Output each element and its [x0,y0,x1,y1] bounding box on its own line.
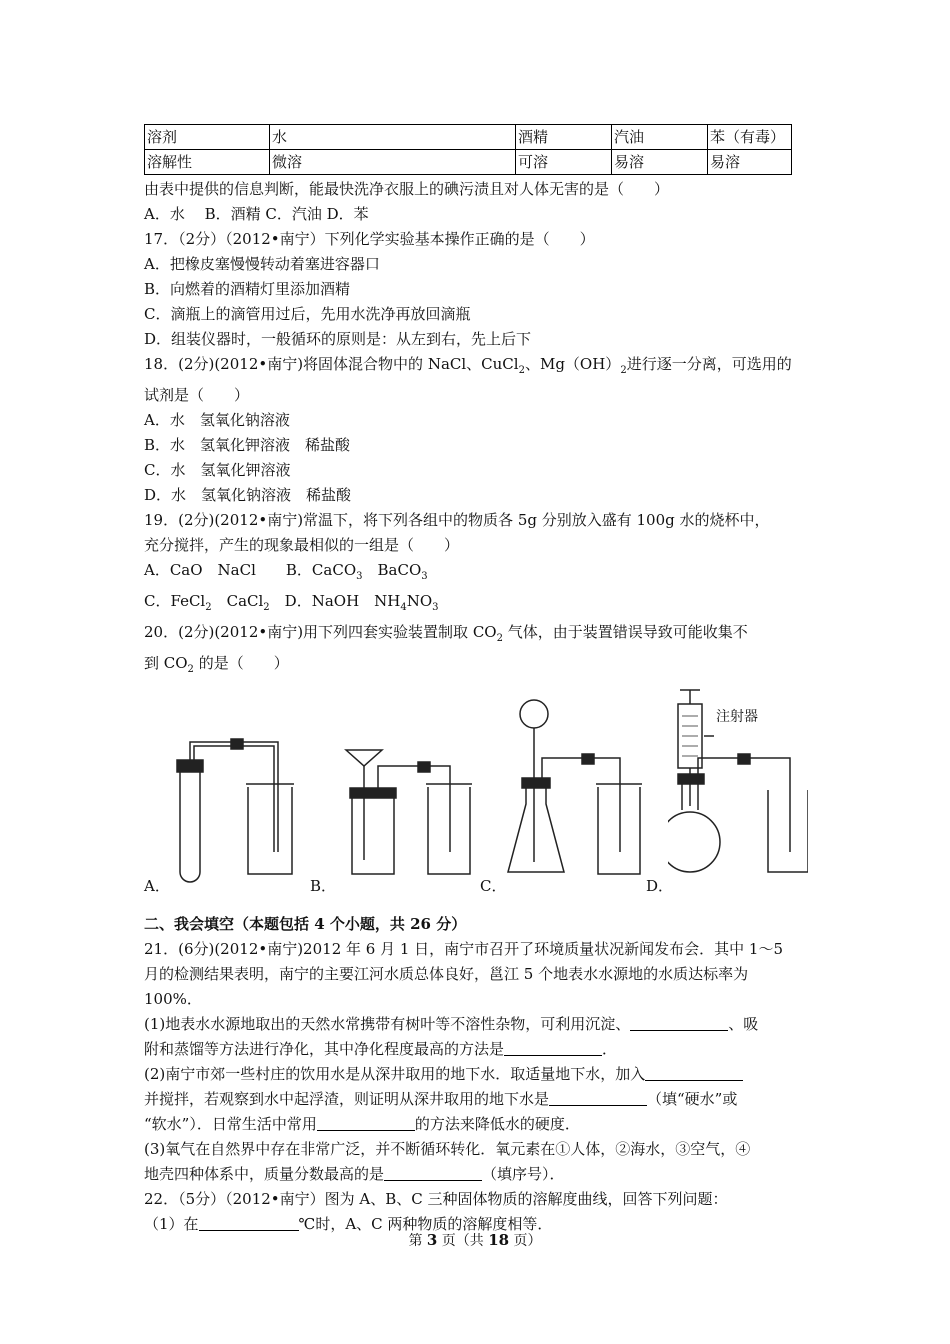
q19-stem-2: 充分搅拌，产生的现象最相似的一组是（ ） [144,536,460,554]
page-footer: 第 3 页（共 18 页） [408,1231,542,1249]
q21-part-2-cont2: “软水”）．日常生活中常用 的方法来降低水的硬度． [144,1115,580,1133]
q21-part-3-cont: 地壳四种体系中，质量分数最高的是 （填序号）． [144,1165,565,1183]
table-cell: 酒精 [516,125,612,150]
syringe-label: 注射器 [716,709,758,725]
q17-stem: 17．（2分）（2012•南宁）下列化学实验基本操作正确的是（ ） [144,230,595,248]
q22-part-1: （1）在 ℃时，A、C 两种物质的溶解度相等． [144,1215,553,1233]
table-cell: 易溶 [612,150,708,175]
q16-stem: 由表中提供的信息判断，能最快洗净衣服上的碘污渍且对人体无害的是（ ） [144,180,670,198]
figure-label-a: A． [144,877,170,895]
q21-part-1: (1)地表水水源地取出的天然水常携带有树叶等不溶性杂物，可利用沉淀、 、吸 [144,1015,759,1033]
apparatus-figures [144,686,809,896]
q20-stem: 20．(2分)(2012•南宁)用下列四套实验装置制取 $CO_2$ 气体，由于装置错误导致可能收集不 [144,623,748,644]
apparatus-b-diagram [334,732,474,892]
answer-blank[interactable] [645,1064,743,1081]
q21-line-2: 月的检测结果表明，南宁的主要江河水质总体良好，邕江 5 个地表水水源地的水质达标率为 [144,965,749,983]
table-cell: 可溶 [516,150,612,175]
q21-part-2: (2)南宁市郊一些村庄的饮用水是从深井取用的地下水．取适量地下水，加入 [144,1062,809,1087]
q19-options-cd: C．FeCl$_2$ CaCl$_2$ D．NaOH $NH_4NO_3$ [144,592,439,613]
q18-option-a: A．水 氢氧化钠溶液 [144,411,290,429]
table-cell: 汽油 [612,125,708,150]
q21-part-3: (3)氧气在自然界中存在非常广泛，并不断循环转化．氧元素在①人体，②海水，③空气，④ [144,1140,751,1158]
q21-line-1: 21．(6分)(2012•南宁)2012 年 6 月 1 日，南宁市召开了环境质量状况新闻发布会．其中 1～5 [144,940,784,958]
apparatus-a-diagram [166,732,296,892]
solubility-table [144,124,792,175]
q17-option-d: D．组装仪器时，一般循环的原则是：从左到右，先上后下 [144,330,532,348]
q18-stem-2: 试剂是（ ） [144,386,250,404]
q16-options: A．水 B．酒精 C．汽油 D．苯 [144,205,369,223]
answer-blank[interactable] [504,1039,602,1056]
q21-part-2-cont: 并搅拌，若观察到水中起浮渣，则证明从深井取用的地下水是 （填“硬水”或 [144,1090,738,1108]
q18-option-b: B．水 氢氧化钾溶液 稀盐酸 [144,436,351,454]
answer-blank[interactable] [630,1014,728,1031]
answer-blank[interactable] [549,1089,647,1106]
answer-blank[interactable] [199,1214,299,1231]
q18-stem: 18．(2分)(2012•南宁)将固体混合物中的 NaCl、CuCl$_2$、$Mg(OH)_2$进行逐一分离，可选用的 [144,355,792,376]
q21-line-3: 100%． [144,990,202,1008]
figure-label-c: C． [480,877,507,895]
q17-option-c: C．滴瓶上的滴管用过后，先用水洗净再放回滴瓶 [144,305,471,323]
table-cell: 水 [270,125,516,150]
q18-option-c: C．水 氢氧化钾溶液 [144,461,291,479]
figure-label-b: B． [310,877,337,895]
page-total: 18 [488,1231,510,1249]
section-2-title: 二、我会填空（本题包括 4 个小题，共 26 分） [144,915,467,933]
q20-stem-2: 到 $CO_2$ 的是（ ） [144,654,289,675]
table-cell: 微溶 [270,150,516,175]
table-row [145,125,792,150]
q19-options-ab: A．CaO NaCl B．CaCO$_3$ BaCO$_3$ [144,561,428,582]
figure-label-d: D． [646,877,674,895]
table-cell: 溶解性 [145,150,270,175]
answer-blank[interactable] [384,1164,482,1181]
table-cell: 溶剂 [145,125,270,150]
table-cell: 易溶 [708,150,792,175]
q19-stem: 19．(2分)(2012•南宁)常温下，将下列各组中的物质各 5g 分别放入盛有 100g 水的烧杯中， [144,511,770,529]
q17-option-a: A．把橡皮塞慢慢转动着塞进容器口 [144,255,380,273]
q21-part-1-cont: 附和蒸馏等方法进行净化，其中净化程度最高的方法是 ． [144,1040,618,1058]
q17-option-b: B．向燃着的酒精灯里添加酒精 [144,280,351,298]
q18-option-d: D．水 氢氧化钠溶液 稀盐酸 [144,486,352,504]
q22-stem: 22．（5分）（2012•南宁）图为 A、B、C 三种固体物质的溶解度曲线，回答下列问题： [144,1190,728,1208]
table-row [145,150,792,175]
answer-blank[interactable] [317,1114,415,1131]
table-cell: 苯（有毒） [708,125,792,150]
exam-page [144,124,809,1237]
page-number: 3 [426,1231,438,1249]
apparatus-c-diagram [502,692,642,892]
